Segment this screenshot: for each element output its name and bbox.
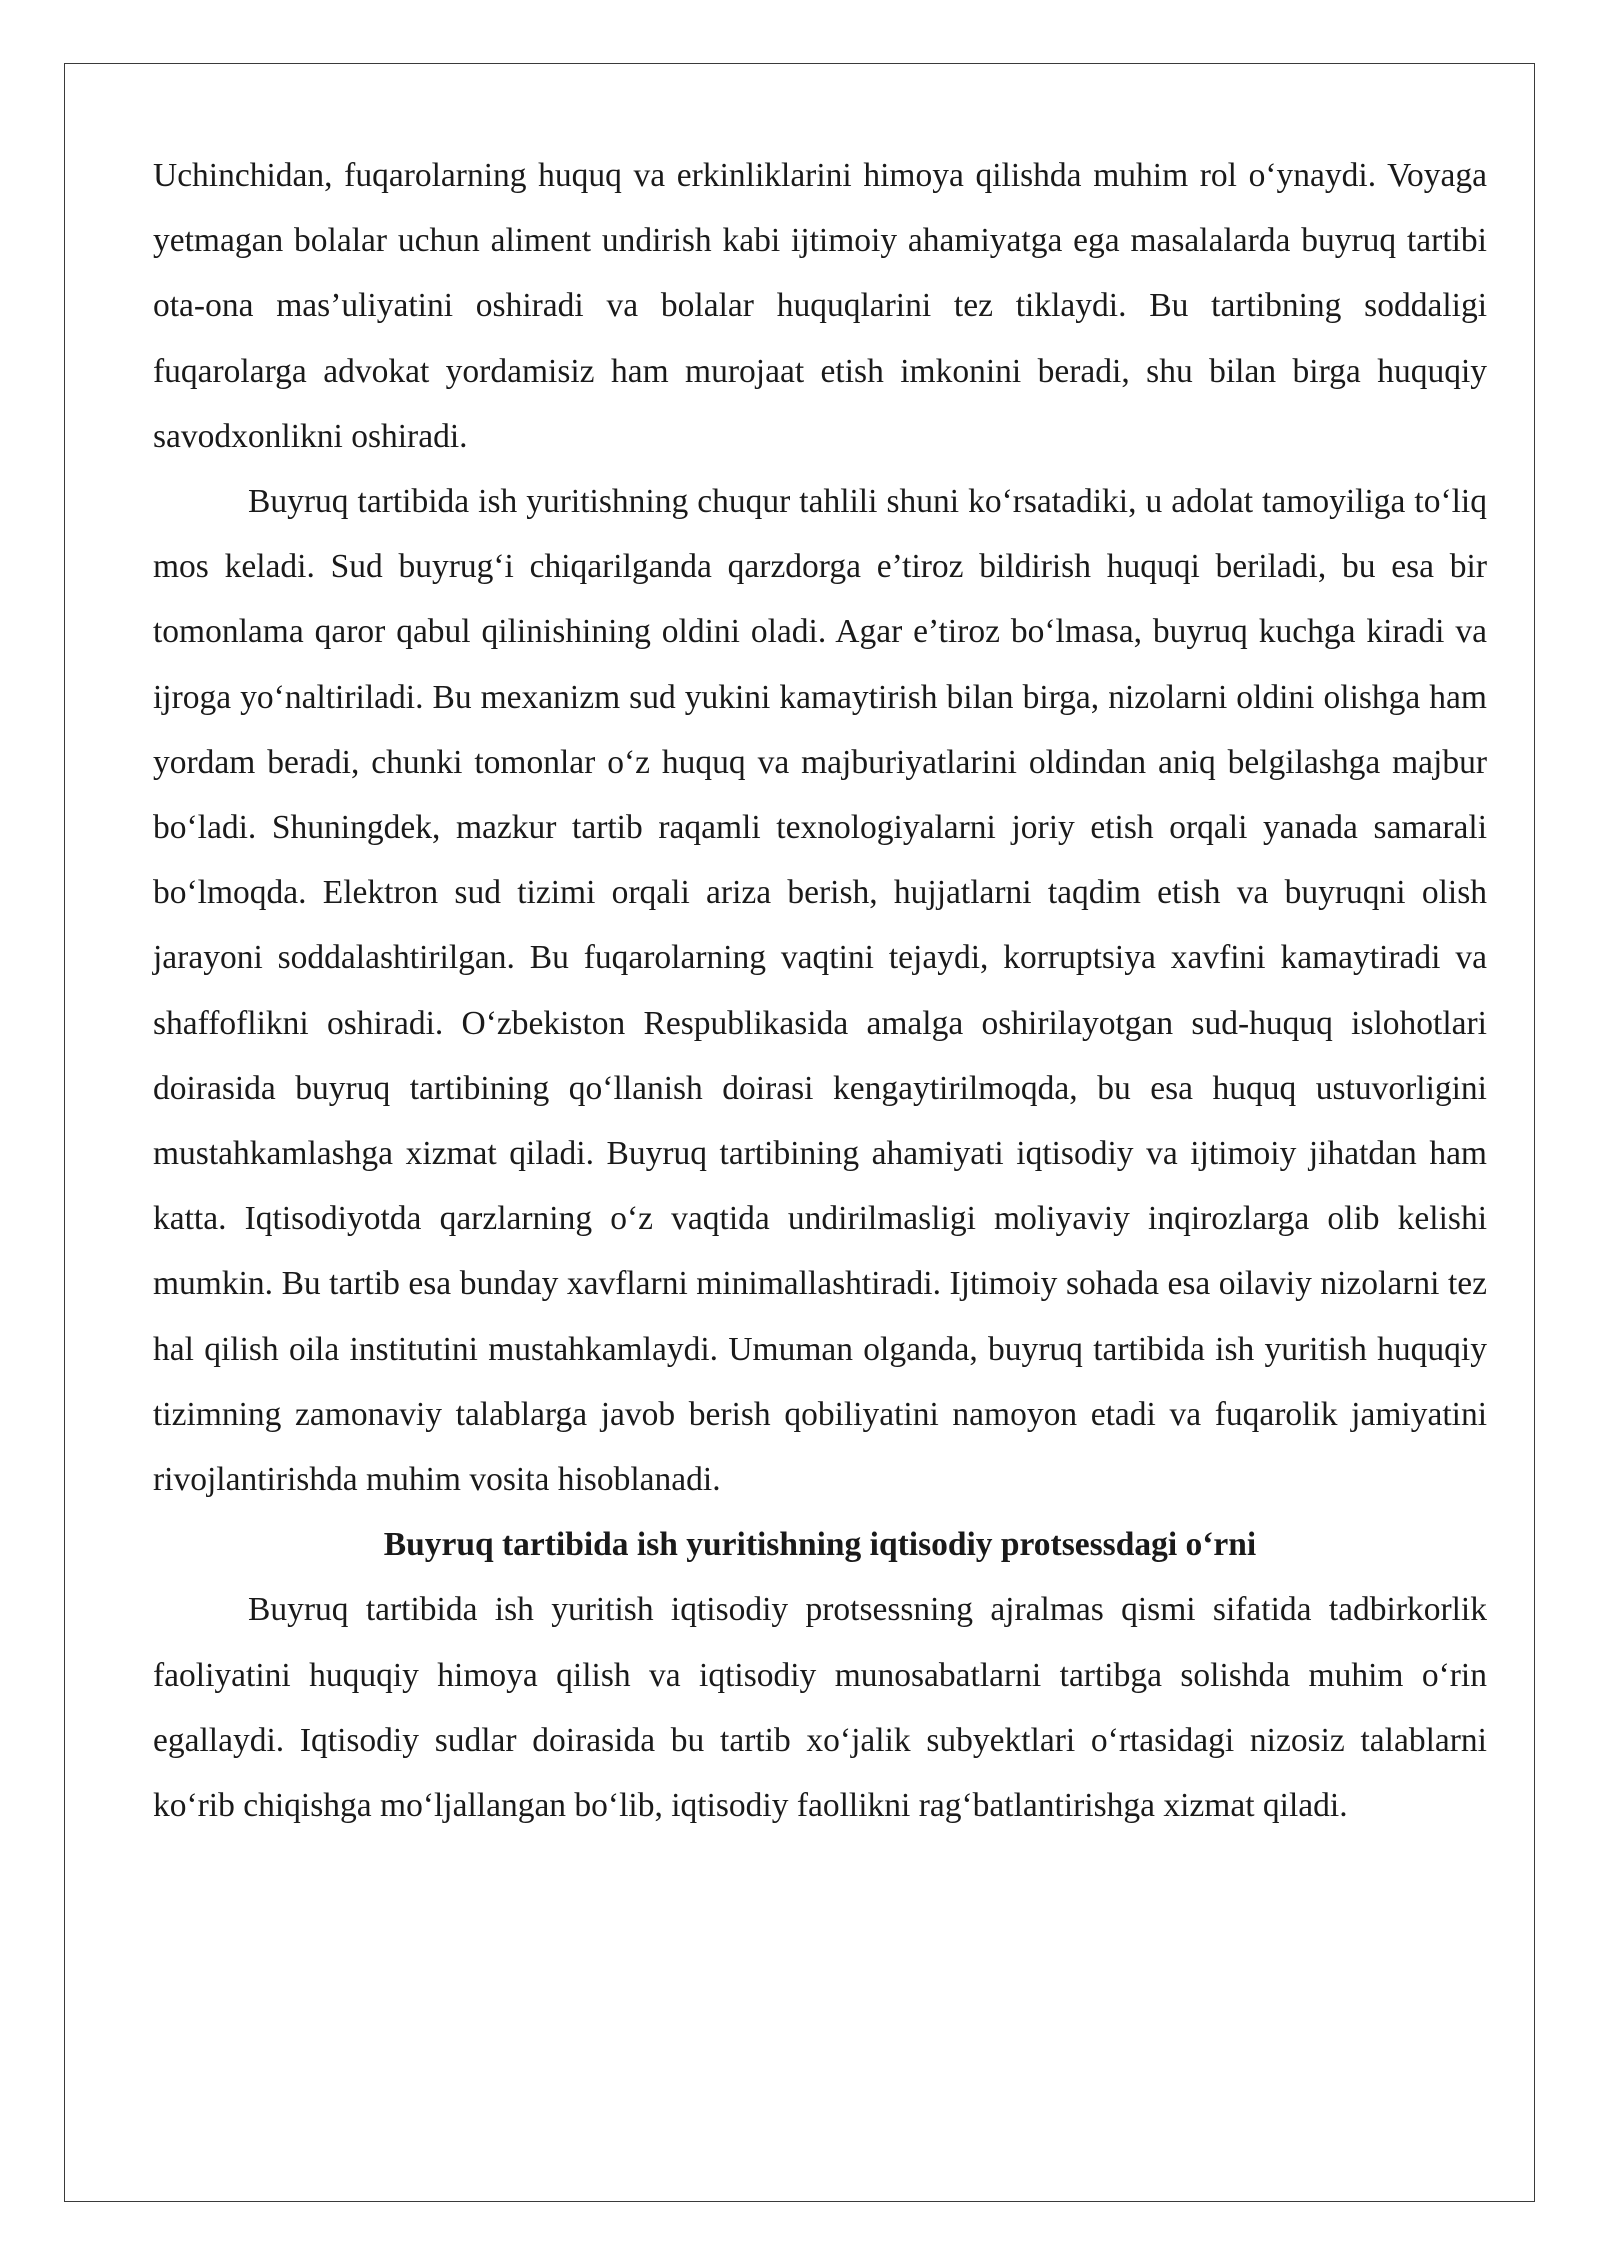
paragraph-3: Buyruq tartibida ish yuritish iqtisodiy protsessning ajralmas qismi sifatida tadbirkorlik faoliyatini huquqiy himoya qilish va iqtisodiy munosabatlarni tartibga solishda muhim o‘rin egallaydi. Iqtisodiy sudlar doirasida bu tartib xo‘jalik subyektlari o‘rtasidagi nizosiz talablarni ko‘rib chiqishga mo‘ljallangan bo‘lib, iqtisodiy faollikni rag‘batlantirishga xizmat qiladi. — [153, 1591, 1487, 1825]
document-body — [153, 143, 1487, 1838]
paragraph-2: Buyruq tartibida ish yuritishning chuqur tahlili shuni ko‘rsatadiki, u adolat tamoyiliga to‘liq mos keladi. Sud buyrug‘i chiqarilganda qarzdorga e’tiroz bildirish huquqi beriladi, bu esa bir tomonlama qaror qabul qilinishining oldini oladi. Agar e’tiroz bo‘lmasa, buyruq kuchga kiradi va ijroga yo‘naltiriladi. Bu mexanizm sud yukini kamaytirish bilan birga, nizolarni oldini olishga ham yordam beradi, chunki tomonlar o‘z huquq va majburiyatlarini oldindan aniq belgilashga majbur bo‘ladi. Shuningdek, mazkur tartib raqamli texnologiyalarni joriy etish orqali yanada samarali bo‘lmoqda. Elektron sud tizimi orqali ariza berish, hujjatlarni taqdim etish va buyruqni olish jarayoni soddalashtirilgan. Bu fuqarolarning vaqtini tejaydi, korruptsiya xavfini kamaytiradi va shaffoflikni oshiradi. O‘zbekiston Respublikasida amalga oshirilayotgan sud-huquq islohotlari doirasida buyruq tartibining qo‘llanish doirasi kengaytirilmoqda, bu esa huquq ustuvorligini mustahkamlashga xizmat qiladi. Buyruq tartibining ahamiyati iqtisodiy va ijtimoiy jihatdan ham katta. Iqtisodiyotda qarzlarning o‘z vaqtida undirilmasligi moliyaviy inqirozlarga olib kelishi mumkin. Bu tartib esa bunday xavflarni minimallashtiradi. Ijtimoiy sohada esa oilaviy nizolarni tez hal qilish oila institutini mustahkamlaydi. Umuman olganda, buyruq tartibida ish yuritish huquqiy tizimning zamonaviy talablarga javob berish qobiliyatini namoyon etadi va fuqarolik jamiyatini rivojlantirishda muhim vosita hisoblanadi. — [153, 483, 1487, 1499]
section-heading: Buyruq tartibida ish yuritishning iqtisodiy protsessdagi o‘rni — [383, 1526, 1257, 1564]
paragraph-1: Uchinchidan, fuqarolarning huquq va erkinliklarini himoya qilishda muhim rol o‘ynaydi. Voyaga yetmagan bolalar uchun aliment undirish kabi ijtimoiy ahamiyatga ega masalalarda buyruq tartibi ota-ona mas’uliyatini oshiradi va bolalar huquqlarini tez tiklaydi. Bu tartibning soddaligi fuqarolarga advokat yordamisiz ham murojaat etish imkonini beradi, shu bilan birga huquqiy savodxonlikni oshiradi. — [153, 157, 1487, 455]
